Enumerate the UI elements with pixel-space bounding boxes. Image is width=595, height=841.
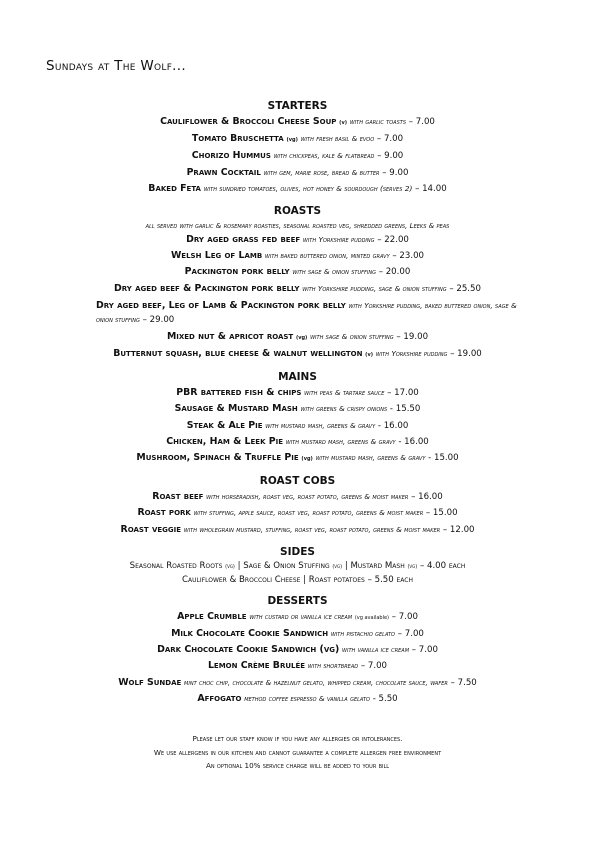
menu-item: Dry aged grass fed beef with Yorkshire pudding – 22.00 — [186, 234, 409, 246]
section-sides — [0, 544, 595, 587]
section-mains — [0, 369, 595, 467]
menu-item: Packington pork belly with sage & onion stuffing – 20.00 — [184, 266, 411, 278]
footer-line: Please let our staff know if you have any allergies or intolerances. — [192, 734, 403, 743]
menu-item: Baked Feta with sundried tomatoes, olives, hot honey & sourdough (serves 2) – 14.00 — [148, 182, 447, 194]
section-title: STARTERS — [267, 100, 328, 112]
menu-item: Lemon Crème Brulée with shortbread – 7.00 — [207, 660, 388, 672]
menu-item: Roast pork with stuffing, apple sauce, roast veg, roast potato, greens & moist maker – 15.00 — [137, 507, 458, 519]
menu-body — [0, 92, 595, 707]
menu-item: Dry aged beef, Leg of Lamb & Packington pork belly with Yorkshire pudding, baked buttered onion, sage & onion stuffing – 29.00 — [96, 299, 517, 325]
menu-item: Steak & Ale Pie with mustard mash, greens & gravy - 16.00 — [186, 419, 409, 431]
menu-item: Sausage & Mustard Mash with greens & crispy onions - 15.50 — [174, 403, 421, 415]
section-desserts — [0, 593, 595, 707]
section-title: ROASTS — [273, 205, 322, 218]
menu-item: Milk Chocolate Cookie Sandwich with pistachio gelato – 7.00 — [171, 628, 424, 640]
menu-item: Mushroom, Spinach & Truffle Pie (vg) with mustard mash, greens & gravy - 15.00 — [136, 452, 459, 464]
menu-item: Butternut squash, blue cheese & walnut wellington (v) with Yorkshire pudding – 19.00 — [113, 348, 482, 360]
menu-item: Prawn Cocktail with gem, marie rose, bread & butter – 9.00 — [186, 166, 409, 178]
section-title: MAINS — [278, 371, 317, 384]
sides-line: Seasonal Roasted Roots (vg) | Sage & Onion Stuffing (vg) | Mustard Mash (vg) – 4.00 each — [129, 560, 466, 571]
sides-line: Cauliflower & Broccoli Cheese | Roast potatoes – 5.50 each — [182, 574, 413, 585]
menu-item: Roast veggie with wholegrain mustard, stuffing, roast veg, roast potato, greens & moist maker – 12.00 — [120, 523, 475, 535]
menu-item: Roast beef with horseradish, roast veg, roast potato, greens & moist maker – 16.00 — [152, 491, 443, 503]
section-note: all served with garlic & rosemary roasties, seasonal roasted veg, shredded greens, Leeks & peas — [145, 221, 450, 231]
allergy-footer — [0, 732, 595, 773]
menu-item: Affogato method coffee espresso & vanilla gelato - 5.50 — [197, 692, 398, 704]
section-starters — [0, 98, 595, 197]
page-heading: Sundays at The Wolf... — [46, 58, 186, 74]
section-title: DESSERTS — [267, 594, 328, 607]
menu-item: Tomato Bruschetta (vg) with fresh basil & evoo – 7.00 — [191, 133, 404, 145]
footer-line: An optional 10% service charge will be added to your bill — [205, 761, 390, 770]
section-roasts — [0, 203, 595, 363]
menu-item: Chorizo Hummus with chickpeas, kale & flatbread – 9.00 — [191, 150, 404, 162]
section-roast-cobs — [0, 473, 595, 538]
menu-item: Apple Crumble with custard or vanilla ice cream (vg available) – 7.00 — [177, 610, 418, 622]
menu-item: Cauliflower & Broccoli Cheese Soup (v) with garlic toasts – 7.00 — [160, 116, 435, 127]
menu-item: Wolf Sundae mint choc chip, chocolate & hazelnut gelato, whipped cream, chocolate sauce, wafer – 7.50 — [118, 676, 477, 688]
menu-item: Dark Chocolate Cookie Sandwich (vg) with vanilla ice cream – 7.00 — [157, 644, 438, 656]
footer-line: We use allergens in our kitchen and cannot guarantee a complete allergen free environment — [153, 747, 442, 757]
menu-item: Dry aged beef & Packington pork belly with Yorkshire pudding, sage & onion stuffing – 25.50 — [114, 282, 481, 294]
section-title: SIDES — [280, 545, 315, 558]
menu-item: Welsh Leg of Lamb with baked buttered onion, minted gravy – 23.00 — [170, 250, 425, 262]
menu-item: Mixed nut & apricot roast (vg) with sage & onion stuffing – 19.00 — [166, 330, 429, 342]
section-title: ROAST COBS — [259, 475, 336, 488]
menu-item: Chicken, Ham & Leek Pie with mustard mash, greens & gravy - 16.00 — [166, 435, 429, 447]
menu-item: PBR battered fish & chips with peas & tartare sauce – 17.00 — [176, 387, 419, 399]
